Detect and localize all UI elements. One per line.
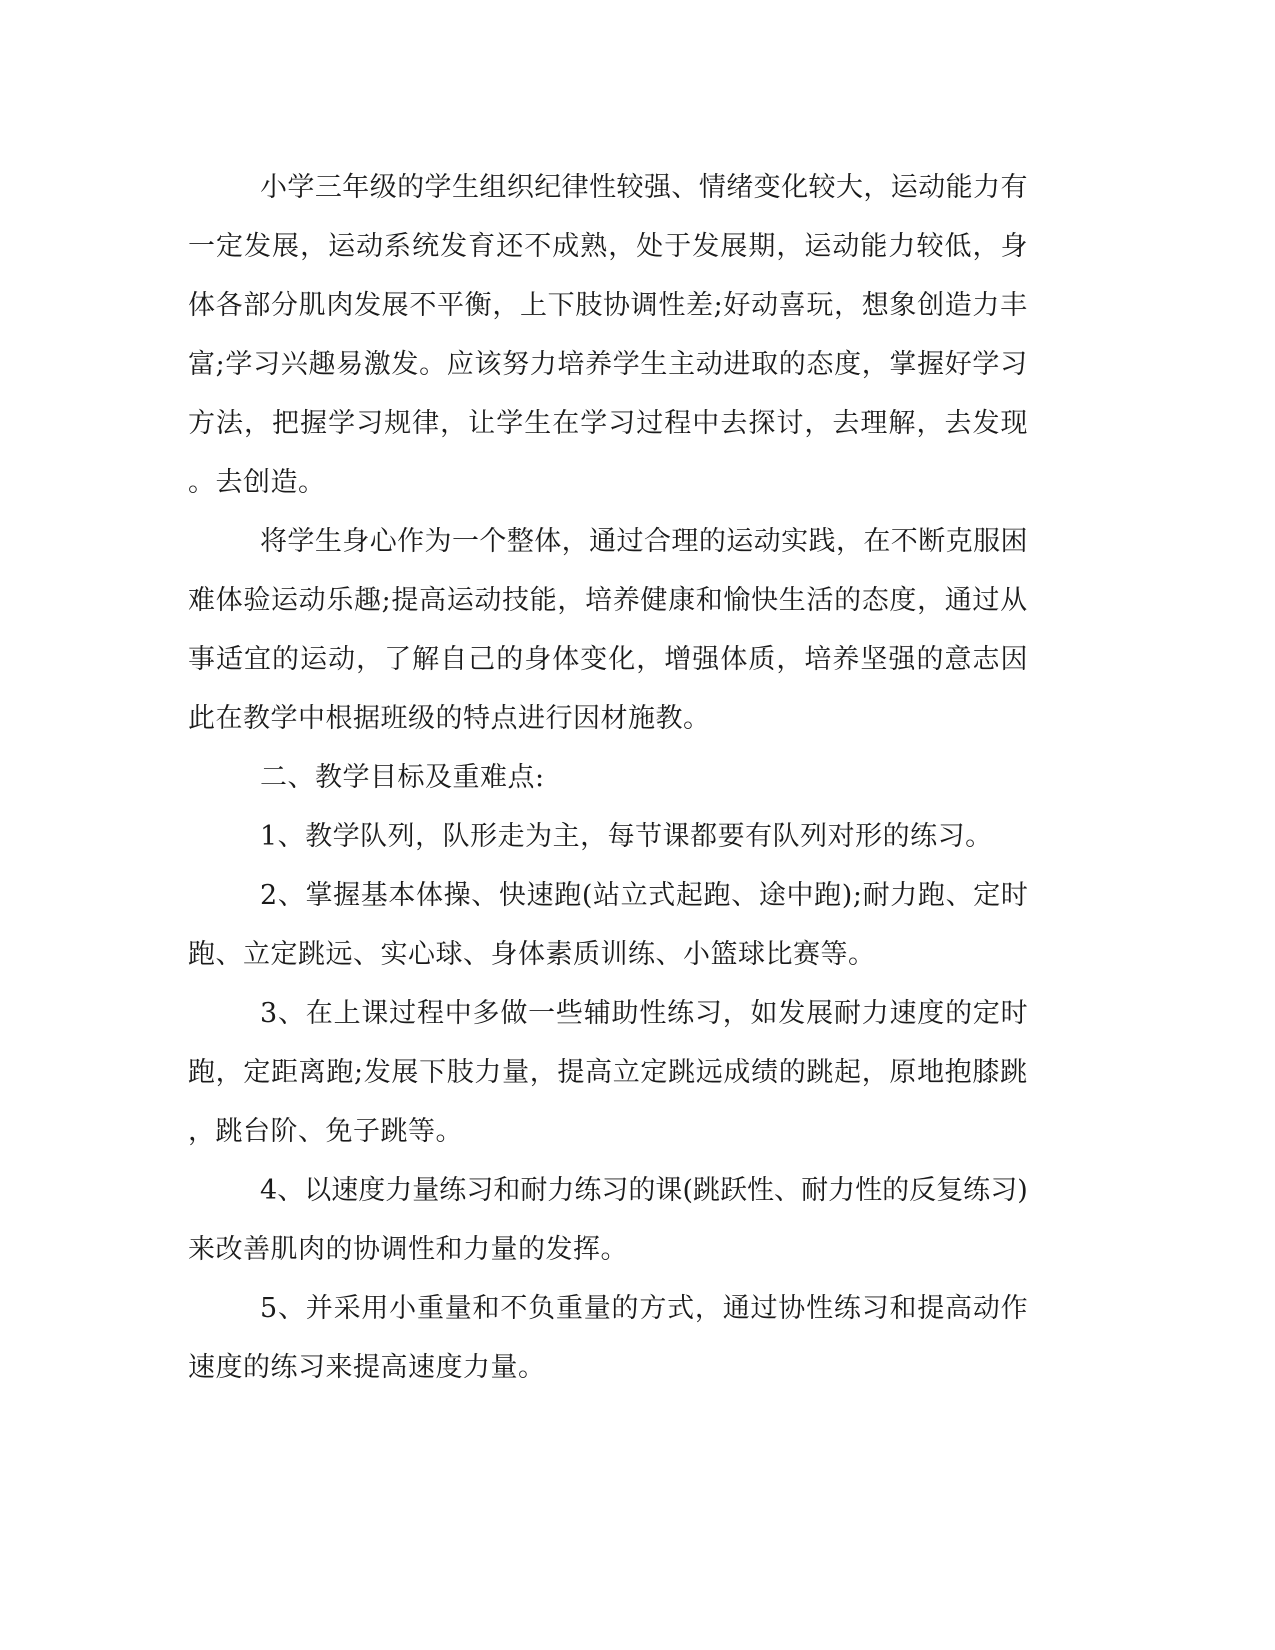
text-line: 3、在上课过程中多做一些辅助性练习，如发展耐力速度的定时 bbox=[260, 998, 1029, 1029]
text-line: 1、教学队列，队形走为主，每节课都要有队列对形的练习。 bbox=[260, 821, 993, 852]
text-line: 速度的练习来提高速度力量。 bbox=[188, 1352, 546, 1383]
text-line: 将学生身心作为一个整体，通过合理的运动实践，在不断克服困 bbox=[260, 526, 1028, 557]
text-line: 2、掌握基本体操、快速跑(站立式起跑、途中跑);耐力跑、定时 bbox=[260, 880, 1029, 911]
text-line: 富;学习兴趣易激发。应该努力培养学生主动进取的态度，掌握好学习 bbox=[188, 349, 1028, 380]
section-heading: 二、教学目标及重难点: bbox=[260, 762, 545, 793]
text-line: 。去创造。 bbox=[188, 467, 326, 498]
text-line: 难体验运动乐趣;提高运动技能，培养健康和愉快生活的态度，通过从 bbox=[188, 585, 1028, 616]
text-line: 来改善肌肉的协调性和力量的发挥。 bbox=[188, 1234, 628, 1265]
text-line: ，跳台阶、免子跳等。 bbox=[188, 1116, 463, 1147]
text-line: 跑，定距离跑;发展下肢力量，提高立定跳远成绩的跳起，原地抱膝跳 bbox=[188, 1057, 1028, 1088]
text-line: 体各部分肌肉发展不平衡，上下肢协调性差;好动喜玩，想象创造力丰 bbox=[188, 290, 1028, 321]
text-line: 事适宜的运动，了解自己的身体变化，增强体质，培养坚强的意志因 bbox=[188, 644, 1029, 675]
text-line: 5、并采用小重量和不负重量的方式，通过协性练习和提高动作 bbox=[260, 1293, 1029, 1324]
text-line: 方法，把握学习规律，让学生在学习过程中去探讨，去理解，去发现 bbox=[188, 408, 1029, 439]
text-line: 4、以速度力量练习和耐力练习的课(跳跃性、耐力性的反复练习) bbox=[260, 1175, 1028, 1206]
text-line: 此在教学中根据班级的特点进行因材施教。 bbox=[188, 703, 711, 734]
text-line: 一定发展，运动系统发育还不成熟，处于发展期，运动能力较低，身 bbox=[188, 231, 1029, 262]
text-line: 小学三年级的学生组织纪律性较强、情绪变化较大，运动能力有 bbox=[260, 172, 1028, 203]
text-line: 跑、立定跳远、实心球、身体素质训练、小篮球比赛等。 bbox=[188, 939, 876, 970]
